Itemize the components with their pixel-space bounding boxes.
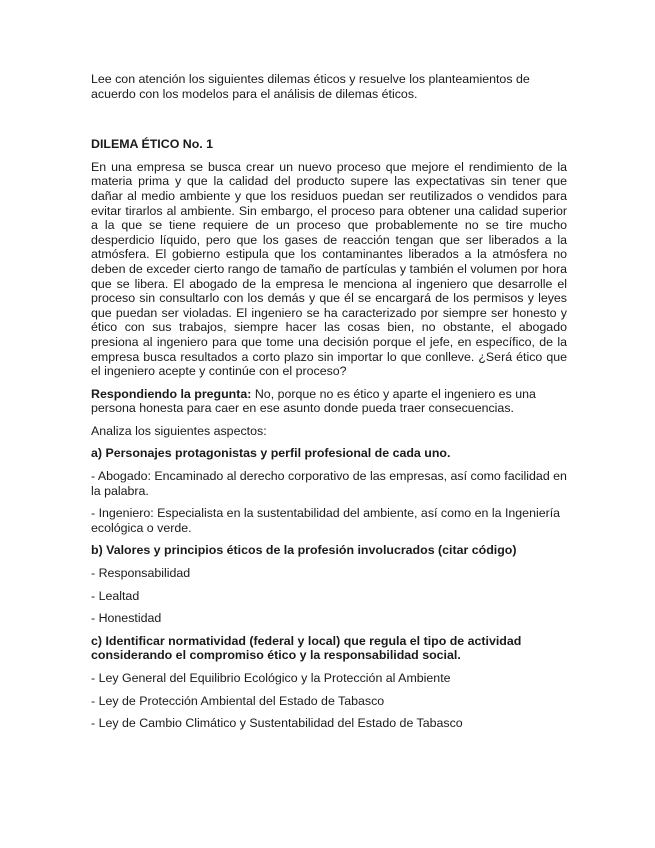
section-c-title: c) Identificar normatividad (federal y local) que regula el tipo de actividad considerando el compromiso ético y la responsabilidad social. <box>91 633 522 663</box>
section-c-item-ley-proteccion: - Ley de Protección Ambiental del Estado de Tabasco <box>91 693 385 708</box>
answer-label: Respondiendo la pregunta: <box>91 386 252 401</box>
section-b-item-lealtad: - Lealtad <box>91 588 140 603</box>
section-b-item-honestidad: - Honestidad <box>91 611 162 626</box>
section-c-item-ley-general: - Ley General del Equilibrio Ecológico y la Protección al Ambiente <box>91 671 451 685</box>
answer-text: No, porque no es ético y aparte el ingeniero es una persona honesta para caer en ese asunto donde pueda traer consecuencias. <box>91 386 536 416</box>
analiza-paragraph: Analiza los siguientes aspectos: <box>91 423 267 438</box>
document-page <box>91 72 567 739</box>
section-a-title: a) Personajes protagonistas y perfil profesional de cada uno. <box>91 446 451 461</box>
section-a-item-ingeniero: - Ingeniero: Especialista en la sustentabilidad del ambiente, así como en la Ingeniería ecológica o verde. <box>91 506 561 535</box>
answer-paragraph <box>91 387 567 416</box>
section-a-item-abogado: - Abogado: Encaminado al derecho corporativo de las empresas, así como facilidad en la palabra. <box>91 469 567 498</box>
dilema-paragraph: En una empresa se busca crear un nuevo proceso que mejore el rendimiento de la materia prima y que la calidad del producto supere las expectativas sin tener que dañar al medio ambiente y que los residuos puedan ser reutilizados o vendidos para evitar tirarlos al ambiente. Sin embargo, el proceso para obtener una calidad superior a la que se tiene requiere de un proceso que probablemente no se tire mucho desperdicio líquido, pero que los gases de reacción tengan que ser liberados a la atmósfera. El gobierno estipula que los contaminantes liberados a la atmósfera no deben de exceder cierto rango de tamaño de partículas y también el volumen por hora que se libera. El abogado de la empresa le menciona al ingeniero que desarrolle el proceso sin consultarlo con los demás y que él se encargará de los permisos y leyes que puedan ser violadas. El ingeniero se ha caracterizado por siempre ser honesto y ético con sus trabajos, siempre hacer las cosas bien, no obstante, el abogado presiona al ingeniero para que tome una decisión porque el jefe, en específico, de la empresa busca resultados a corto plazo sin importar lo que conlleve. ¿Será ético que el ingeniero acepte y continúe con el proceso? <box>91 159 567 379</box>
intro-paragraph: Lee con atención los siguientes dilemas éticos y resuelve los planteamientos de acuerdo con los modelos para el análisis de dilemas éticos. <box>91 72 530 101</box>
section-c-item-ley-cambio: - Ley de Cambio Climático y Sustentabilidad del Estado de Tabasco <box>91 716 463 731</box>
dilema-title: DILEMA ÉTICO No. 1 <box>91 137 214 152</box>
section-b-title: b) Valores y principios éticos de la profesión involucrados (citar código) <box>91 543 517 558</box>
section-b-item-responsabilidad: - Responsabilidad <box>91 566 191 581</box>
